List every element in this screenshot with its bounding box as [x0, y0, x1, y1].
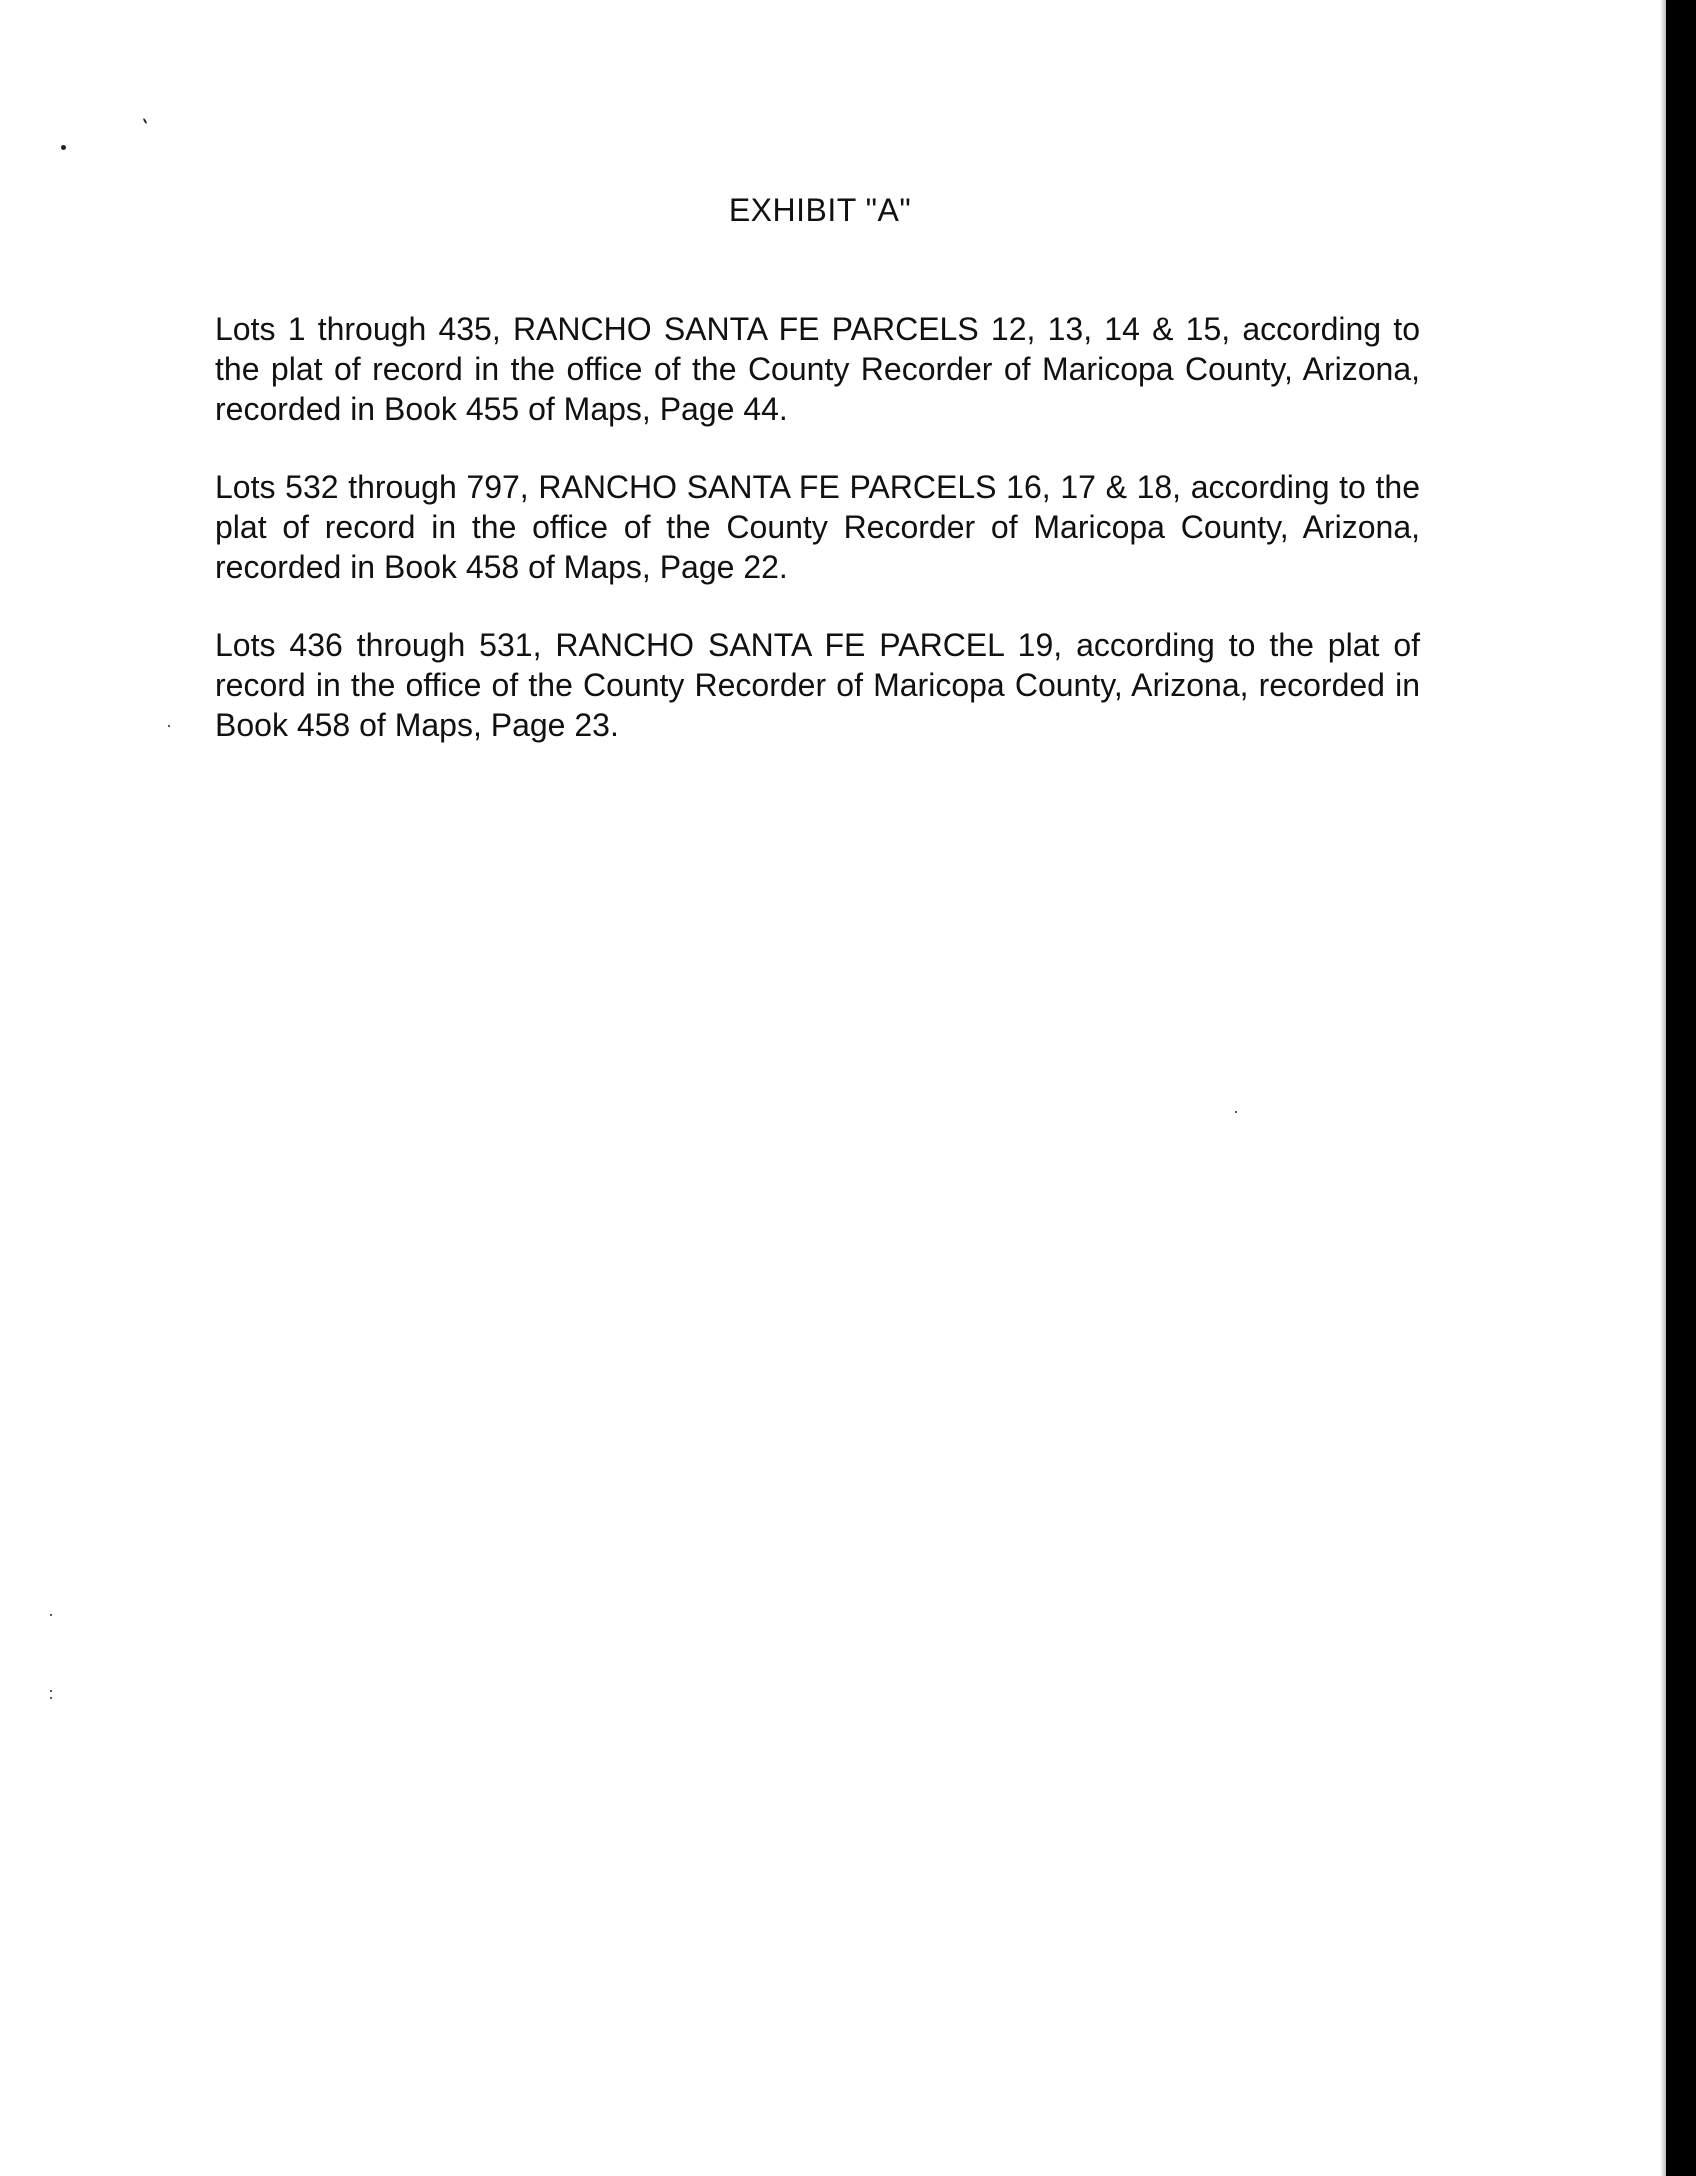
scan-speck — [50, 1690, 52, 1692]
scan-speck — [1235, 1111, 1237, 1113]
legal-description-paragraph: Lots 532 through 797, RANCHO SANTA FE PARCELS 16, 17 & 18, according to the plat of record in the office of the County Recorder of Maricopa County, Arizona, recorded in Book 458 of Maps, Page 22. — [215, 469, 1420, 585]
scan-speck — [143, 118, 148, 124]
scan-speck — [61, 145, 66, 150]
scan-speck — [168, 725, 170, 727]
legal-description-paragraph: Lots 1 through 435, RANCHO SANTA FE PARCELS 12, 13, 14 & 15, according to the plat of record in the office of the County Recorder of Maricopa County, Arizona, recorded in Book 455 of Maps, Page 44. — [215, 311, 1420, 427]
scan-edge-bar — [1666, 0, 1696, 2176]
exhibit-title: EXHIBIT "A" — [728, 192, 912, 228]
scan-speck — [50, 1614, 52, 1616]
legal-description-paragraph: Lots 436 through 531, RANCHO SANTA FE PARCEL 19, according to the plat of record in the office of the County Recorder of Maricopa County, Arizona, recorded in Book 458 of Maps, Page 23. — [215, 627, 1420, 743]
scan-speck — [50, 1697, 52, 1699]
